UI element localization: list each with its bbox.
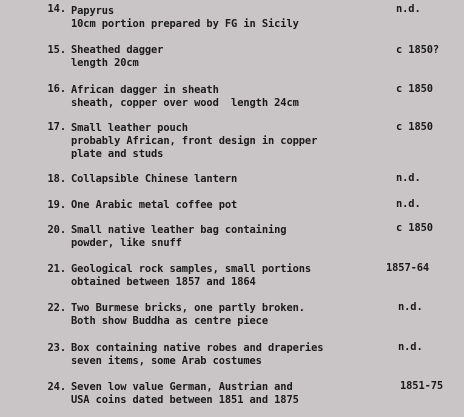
entry-number: 19. — [47, 199, 66, 211]
entry-date: 1851-75 — [400, 380, 444, 392]
entry-date: n.d. — [398, 341, 423, 353]
entry-description: Small leather pouch probably African, front design in copper plate and studs — [71, 122, 318, 160]
entry-number: 24. — [47, 381, 66, 393]
entry-number: 16. — [47, 83, 66, 95]
entry-date: c 1850? — [396, 44, 440, 56]
entry-number: 22. — [47, 302, 66, 314]
entry-description: Collapsible Chinese lantern — [71, 173, 238, 185]
entry-description: Two Burmese bricks, one partly broken. Both show Buddha as centre piece — [71, 302, 305, 327]
entry-description: Box containing native robes and draperies seven items, some Arab costumes — [71, 342, 324, 367]
entry-number: 21. — [47, 263, 66, 275]
entry-description: Small native leather bag containing powder, like snuff — [71, 224, 287, 249]
entry-number: 14. — [47, 3, 66, 15]
entry-description: Seven low value German, Austrian and USA coins dated between 1851 and 1875 — [71, 381, 299, 406]
entry-date: c 1850 — [396, 121, 433, 133]
entry-date: n.d. — [398, 301, 423, 313]
entry-number: 23. — [47, 342, 66, 354]
entry-description: Sheathed dagger length 20cm — [71, 44, 164, 69]
entry-date: c 1850 — [396, 83, 433, 95]
entry-date: n.d. — [396, 3, 421, 15]
entry-date: n.d. — [396, 172, 421, 184]
entry-description: African dagger in sheath sheath, copper over wood length 24cm — [71, 84, 299, 109]
entry-number: 17. — [47, 121, 66, 133]
entry-date: 1857-64 — [386, 262, 430, 274]
entry-description: Papyrus 10cm portion prepared by FG in Sicily — [71, 5, 299, 30]
entry-number: 18. — [47, 173, 66, 185]
entry-date: n.d. — [396, 198, 421, 210]
entry-description: Geological rock samples, small portions obtained between 1857 and 1864 — [71, 263, 312, 288]
entry-description: One Arabic metal coffee pot — [71, 199, 238, 211]
entry-number: 15. — [47, 44, 66, 56]
entry-number: 20. — [47, 224, 66, 236]
entry-date: c 1850 — [396, 222, 433, 234]
